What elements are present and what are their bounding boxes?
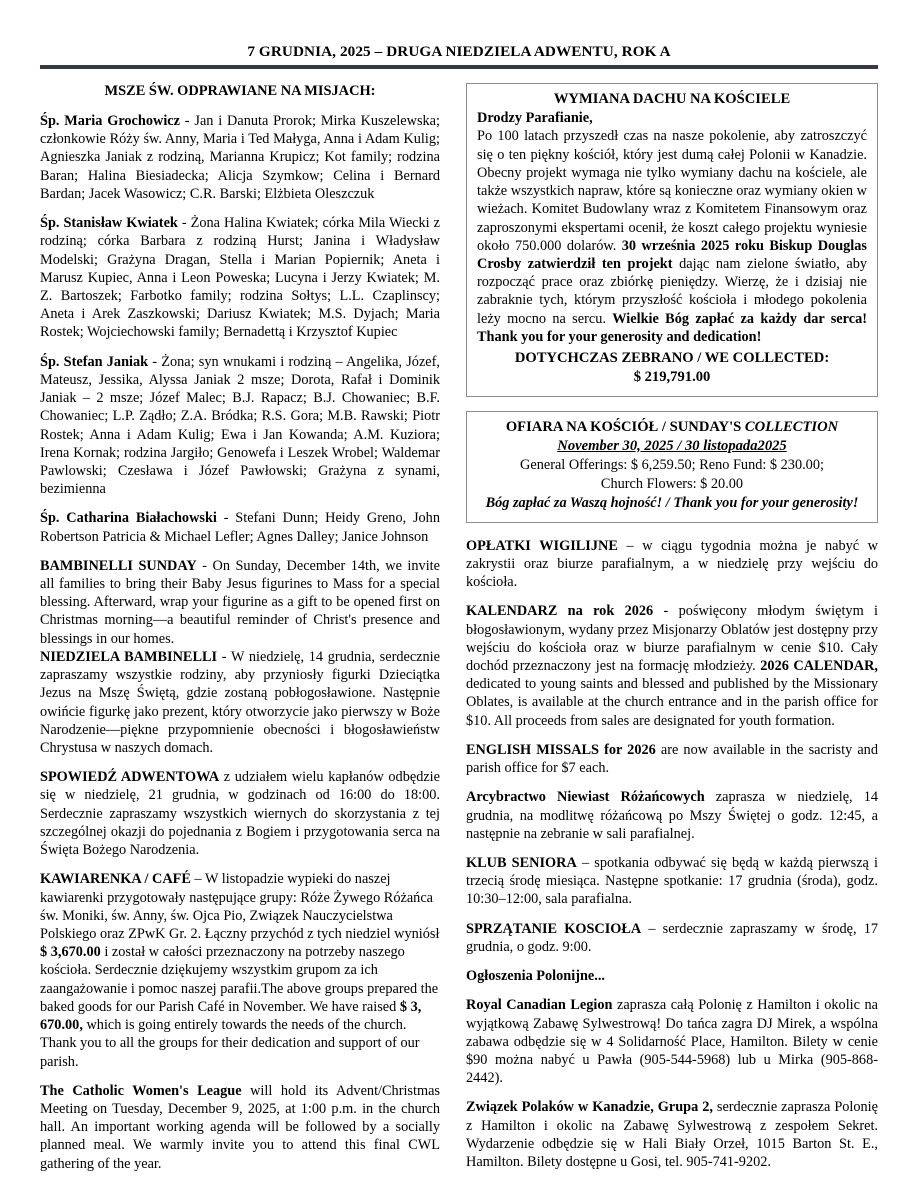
announcement-title: SPOWIEDŹ ADWENTOWA <box>40 769 220 786</box>
announcement-oplatki-wigilijne <box>466 537 878 592</box>
announcement-separator: – <box>617 537 643 554</box>
announcement-english-missals <box>466 741 878 777</box>
right-column <box>466 83 878 1183</box>
announcement-title: OPŁATKI WIGILIJNE <box>466 537 618 554</box>
roof-box-title: WYMIANA DACHU NA KOŚCIELE <box>553 90 791 107</box>
roof-bold-thanks: Wielkie Bóg zapłać za każdy dar serca! Thank you for your generosity and dedication! <box>477 310 867 345</box>
announcement-body: spotkania odbywać się będą w każdą pierwszą i trzecią środę miesiąca. Następne spotkanie: 17 grudnia (środa), godz. 10:30–12:00, sala parafialna. <box>466 855 878 908</box>
calendar-english-title: 2026 CALENDAR, <box>760 658 878 675</box>
announcement-klub-seniora <box>466 854 878 909</box>
intention-donors: Żona; syn wnukami i rodziną – Angelika, Józef, Mateusz, Jessika, Alyssa Janiak 2 msze; Dorota, Rafał i Dominik Janiak – 2 msze; Józef Malec; B.J. Rapacz; B.J. Chowaniec; B.F. Chowaniec; L.P. Ządło; Z.A. Bródka; R.S. Gora; M.B. Rawski; Piotr Rostek; Anna i Adam Kulig; Ewa i Jan Kowanda; A.M. Kuziora; Irena Kornak; rodzina Jargiło; Genowefa i Leszek Wrobel; Waldemar Pawlowski; Czesława i Józef Pawłowski; Grażyna z synami, bezimienna <box>40 353 440 498</box>
announcement-kawiarenka-cafe <box>40 870 440 1070</box>
collected-amount: $ 219,791.00 <box>633 369 711 386</box>
left-column <box>40 83 440 1184</box>
polonia-heading-text: Ogłoszenia Polonijne... <box>466 968 605 985</box>
collection-blessing: Bóg zapłać za Waszą hojność! / Thank you for your generosity! <box>485 495 859 512</box>
collected-label: DOTYCHCZAS ZEBRANO / WE COLLECTED: <box>514 350 830 367</box>
sunday-collection-box <box>466 411 878 523</box>
cafe-body-part1: W listopadzie wypieki do naszej kawiarenki przygotowały następujące grupy: Róże Żywego Różańca św. Moniki, św. Anny, św. Ojca Pio, Związek Nauczycielstwa Polskiego oraz ZPwK Gr. 2. Łączny przychód z tych niedziel wyniósł <box>40 871 440 942</box>
announcement-arcybractwo <box>466 788 878 843</box>
announcement-separator <box>705 789 716 805</box>
intention-separator: - <box>148 353 162 370</box>
mass-intention-item <box>40 214 440 342</box>
collection-date-text: November 30, 2025 / 30 listopada2025 <box>557 437 787 454</box>
collection-amounts-line-1: General Offerings: $ 6,259.50; Reno Fund: $ 230.00; <box>520 457 824 473</box>
mass-intention-item <box>40 353 440 499</box>
roof-replacement-box <box>466 83 878 397</box>
announcement-title: ENGLISH MISSALS for 2026 <box>466 741 656 758</box>
announcement-separator: – <box>576 855 595 872</box>
announcement-separator: - <box>653 603 679 620</box>
roof-box-salutation <box>477 109 867 127</box>
collection-amounts-line-2: Church Flowers: $ 20.00 <box>600 475 744 492</box>
announcement-sprzatanie-kosciola <box>466 920 878 956</box>
collection-date-line <box>477 438 867 456</box>
announcement-separator: – <box>190 871 205 888</box>
two-column-layout <box>40 83 878 1184</box>
intention-separator: - <box>177 215 191 232</box>
cafe-amount-pl: $ 3,670.00 <box>40 944 101 961</box>
roof-bold-approval: 30 września 2025 roku Biskup Douglas Crosby zatwierdził ten projekt <box>477 237 867 272</box>
announcement-separator: – <box>641 920 663 937</box>
calendar-english-body: dedicated to young saints and blessed and published by the Missionary Oblates, is available at the church entrance and in the parish office for $10. All proceeds from sales are designated for youth formation. <box>466 676 878 729</box>
announcement-title: KAWIARENKA / CAFÉ <box>40 871 191 888</box>
announcement-body: are now available in the sacristy and parish office for $7 each. <box>466 741 878 777</box>
announcement-title: KALENDARZ na rok 2026 <box>466 603 654 620</box>
announcement-body: z udziałem wielu kapłanów odbędzie się w niedzielę, 21 grudnia, w godzinach od 16:00 do 18:00. Serdecznie zapraszamy wszystkich wiernych do skorzystania z tej szczególnej okazji do pojednania z Bogiem i przygotowania serca na Święta Bożego Narodzenia. <box>40 769 441 859</box>
mass-intention-item <box>40 509 440 545</box>
announcement-title: BAMBINELLI SUNDAY <box>40 557 197 574</box>
collection-box-title <box>477 419 867 437</box>
mass-intentions-heading: MSZE ŚW. ODPRAWIANE NA MISJACH: <box>104 82 376 99</box>
intention-donors: Stefani Dunn; Heidy Greno, John Robertson Patricia & Michael Lefler; Agnes Dalley; Janice Johnson <box>40 510 440 545</box>
intention-name: Śp. Catharina Białachowski <box>40 510 217 527</box>
announcement-title: SPRZĄTANIE KOSCIOŁA <box>466 920 642 937</box>
roof-box-body <box>477 127 867 346</box>
roof-body-part1: Po 100 latach przyszedł czas na nasze pokolenie, aby zatroszczyć się o ten piękny kościół, który jest dumą całej Polonii w Kanadzie. Obecny projekt wymaga nie tylko wymiany dachu na kościele, ale także wszystkich napraw, które są konieczne oraz wymiany okien w wieżach. Komitet Budowlany wraz z Komitetem Finansowym oraz zaproszonymi ekspertami ocenił, że koszt całego projektu wyniesie około 750.000 dolarów. <box>477 128 867 254</box>
announcement-separator: - <box>217 648 231 665</box>
announcement-body: will hold its Advent/Christmas Meeting on Tuesday, December 9, 2025, at 1:00 p.m. in the church hall. An important working agenda will be followed by a socially planned meal. We warmly invite you to attend this final CWL gathering of the year. <box>40 1082 440 1172</box>
intention-separator: - <box>180 113 195 129</box>
announcement-body: zaprasza w niedzielę, 14 grudnia, na modlitwę różańcową po Mszy Świętej o godz. 12:45, a następnie na zebranie w sali parafialnej. <box>466 789 878 842</box>
announcement-body: W niedzielę, 14 grudnia, serdecznie zapraszamy wszystkie rodziny, aby przyniosły figurki Dzieciątka Jezus na Mszę Świętą, gdzie zostaną pobłogosławione. Następnie owińcie figurkę jako prezent, który otworzycie jako pierwszy w Boże Narodzenie—piękne przypomnienie obecności i błogosławieństw Chrystusa w naszych domach. <box>40 648 440 756</box>
roof-body-part2: dając nam zielone światło, aby rozpocząć prace oraz zbiórkę pieniędzy. Wierzę, że i dzisiaj nie zabraknie tych, którym przyszłość kościoła i młodego pokolenia leży mocno na sercu. <box>477 255 868 327</box>
intention-donors: Żona Halina Kwiatek; córka Mila Wiecki z rodziną; córka Barbara z rodziną Hurst; Janina i Władysław Modelski; Grażyna Dragan, Stella i Marian Popiernik; Aneta i Marusz Kupiec, Anna i Leon Poweska; Lucyna i Jerzy Kwiatek; M. Z. Bartoszek; Farbotko family; rodzina Sołtys; L.L. Czaplinscy; Aneta i Arek Zaszkowski; Dariusz Kwiatek; M.S. Dyjach; Maria Rostek; Wojciechowski family; Bernadettą i Krzysztof Kupiec <box>40 215 440 341</box>
intention-name: Śp. Stefan Janiak <box>40 353 149 370</box>
cafe-amount-en: $ 3, 670.00, <box>40 998 422 1034</box>
announcement-title: NIEDZIELA BAMBINELLI <box>40 648 218 665</box>
announcement-separator <box>242 1083 251 1099</box>
announcement-zwiazek-polakow <box>466 1098 878 1171</box>
intention-separator: - <box>216 510 236 527</box>
cafe-body-part3: which is going entirely towards the needs of the church. Thank you to all the groups for their dedication and support of our parish. <box>40 1017 420 1070</box>
roof-collected-total <box>477 349 867 387</box>
intention-name: Śp. Stanisław Kwiatek <box>40 215 178 232</box>
announcement-title: Royal Canadian Legion <box>466 997 613 1014</box>
announcement-kalendarz-2026 <box>466 602 878 730</box>
announcement-body: poświęcony młodym świętym i błogosławionym, wydany przez Misjonarzy Oblatów jest dostępny przy wejściu do kościoła oraz w biurze parafialnym w cenie $10. Cały dochód przeznaczony jest na formację młodzieży. <box>466 603 878 675</box>
announcement-spowiedz-adwentowa <box>40 768 440 859</box>
announcement-body: serdecznie zaprasza Polonię z Hamilton i okolic na Zabawę Sylwestrową z zespołem Sekret. Wydarzenie odbędzie się w Hali Biały Orzeł, 1015 Barton St. E., Hamilton. Bilety dostępne u Gosi, tel. 905-741-9202. <box>466 1099 879 1171</box>
announcement-title: Arcybractwo Niewiast Różańcowych <box>466 789 705 806</box>
polonia-section-heading <box>466 967 878 985</box>
intention-name: Śp. Maria Grochowicz <box>40 113 180 129</box>
announcement-niedziela-bambinelli <box>40 648 440 757</box>
cafe-body-part2: i został w całości przeznaczony na potrzeby naszego kościoła. Serdecznie dziękujemy wszystkim grupom za ich zaangażowanie i pomoc naszej parafii.The above groups prepared the baked goods for our Parish Café in November. We have raised <box>40 944 439 1015</box>
header-divider <box>40 65 878 69</box>
announcement-title: Związek Polaków w Kanadzie, Grupa 2, <box>466 1099 713 1116</box>
mass-intention-item <box>40 112 440 203</box>
announcement-body: On Sunday, December 14th, we invite all families to bring their Baby Jesus figurines to Mass for a special blessing. Afterward, wrap your figurine as a gift to be opened first on Christmas morning—a beautiful reminder of Christ's presence and blessings in our homes. <box>40 557 440 647</box>
collection-title-plain: OFIARA NA KOŚCIÓŁ / SUNDAY'S <box>505 419 745 435</box>
announcement-body: zaprasza całą Polonię z Hamilton i okolic na wyjątkową Zabawę Sylwestrową! Do tańca zagra DJ Mirek, a wspólna zabawa odbędzie się w 4 Solidarność Place, Hamilton. Bilety w cenie $90 można nabyć u Pawła (905-544-5968) lub u Mirka (905-868-2442). <box>466 997 879 1087</box>
announcement-body: serdecznie zapraszamy w środę, 17 grudnia, o godz. 9:00. <box>466 920 878 955</box>
announcement-title: The Catholic Women's League <box>40 1082 242 1099</box>
page-title: 7 GRUDNIA, 2025 – DRUGA NIEDZIELA ADWENTU, ROK A <box>247 43 671 60</box>
announcement-title: KLUB SENIORA <box>466 855 577 872</box>
announcement-catholic-womens-league <box>40 1082 440 1173</box>
announcement-separator: - <box>196 557 213 574</box>
collection-title-italic: COLLECTION <box>744 419 839 435</box>
salutation-text: Drodzy Parafianie, <box>477 110 593 127</box>
announcement-body: w ciągu tygodnia można je nabyć w zakrystii oraz biurze parafialnym, a w niedzielę przy wejściu do kościoła. <box>466 537 879 591</box>
announcement-bambinelli-sunday <box>40 557 440 648</box>
intention-donors: Jan i Danuta Prorok; Mirka Kuszelewska; członkowie Róży św. Anny, Maria i Ted Małyga, Anna i Adam Kulig; Agnieszka Janiak z rodziną, Marianna Krupicz; Kot family; rodzina Baran; Halina Biesiadecka; Alicja Szymkow; Celina i Bernard Bardan; Jacek Wasowicz; C.R. Barski; Elżbieta Oleszczuk <box>40 113 440 202</box>
announcement-royal-canadian-legion <box>466 996 878 1087</box>
